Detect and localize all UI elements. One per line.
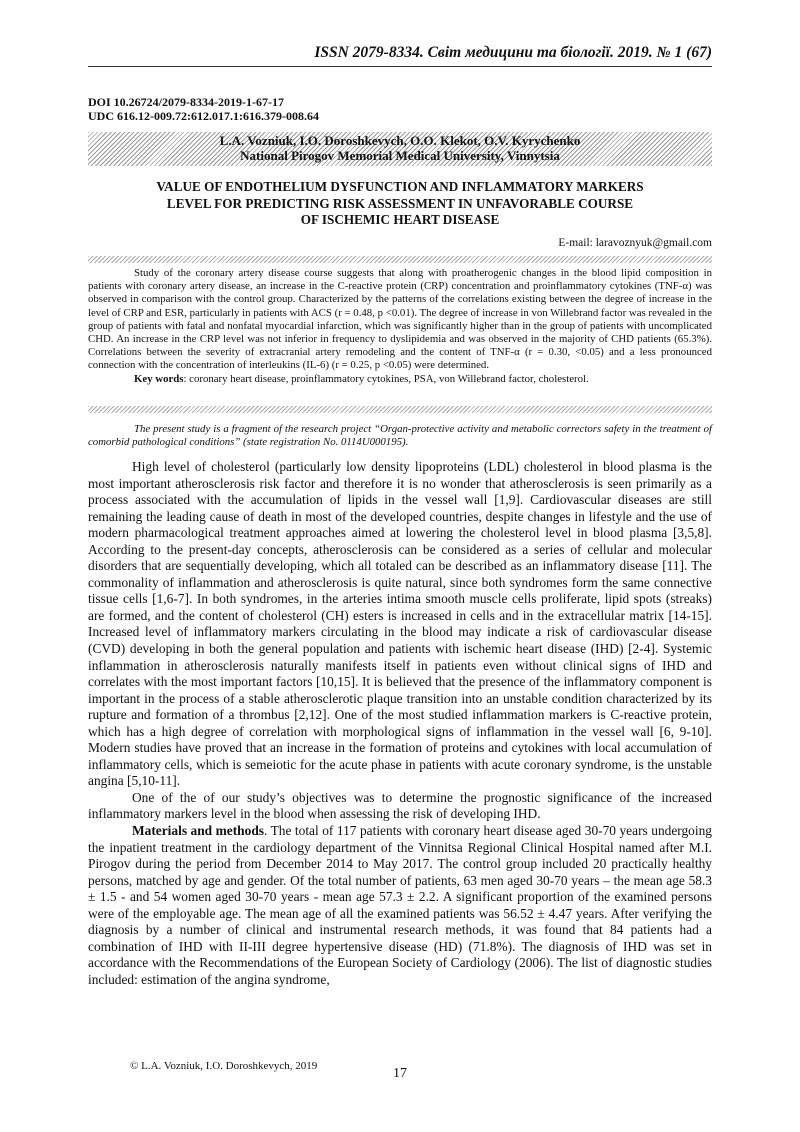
running-header: ISSN 2079-8334. Світ медицини та біології. 2019. № 1 (67) xyxy=(314,44,712,61)
udc: UDC 616.12-009.72:612.017.1:616.379-008.64 xyxy=(88,109,319,123)
abstract-bottom-divider xyxy=(88,406,712,413)
identifiers xyxy=(88,95,319,123)
abstract-top-divider xyxy=(88,256,712,263)
affiliation: National Pirogov Memorial Medical University, Vinnytsia xyxy=(240,148,560,163)
body-paragraph-3 xyxy=(88,823,712,988)
copyright-notice: © L.A. Vozniuk, I.O. Doroshkevych, 2019 xyxy=(130,1060,318,1072)
keywords-label: Key words xyxy=(134,372,184,385)
author-block xyxy=(88,133,712,163)
body-paragraph-2: One of the of our study’s objectives was to determine the prognostic significance of the increased inflammatory markers level in the blood when assessing the risk of developing IHD. xyxy=(88,789,712,822)
keywords xyxy=(88,373,712,386)
doi[interactable]: DOI 10.26724/2079-8334-2019-1-67-17 xyxy=(88,95,284,109)
keywords-list: : coronary heart disease, proinflammatory cytokines, PSA, von Willebrand factor, cholesterol. xyxy=(183,372,589,385)
author-names: L.A. Vozniuk, I.O. Doroshkevych, O.O. Klekot, O.V. Kyrychenko xyxy=(219,133,581,148)
section-heading-methods: Materials and methods xyxy=(132,823,264,839)
abstract xyxy=(88,267,712,386)
title-line-2: LEVEL FOR PREDICTING RISK ASSESSMENT IN UNFAVORABLE COURSE xyxy=(166,195,634,211)
author-email[interactable]: E-mail: laravoznyuk@gmail.com xyxy=(558,237,712,249)
title-line-1: VALUE OF ENDOTHELIUM DYSFUNCTION AND INFLAMMATORY MARKERS xyxy=(156,179,644,194)
article-title xyxy=(100,179,700,229)
page-number: 17 xyxy=(393,1066,407,1081)
title-line-3: OF ISCHEMIC HEART DISEASE xyxy=(300,212,500,227)
methods-text: . The total of 117 patients with coronary heart disease aged 30-70 years undergoing the inpatient treatment in the cardiology department of the Vinnitsa Regional Clinical Hospital named after M.I. Pirogov during the period from December 2014 to May 2017. The control group included 20 practically healthy persons, matched by age and gender. Of the total number of patients, 63 men aged 30-70 years – the mean age 58.3 ± 1.5 - and 54 women aged 30-70 years - mean age 57.3 ± 2.2. A significant proportion of the examined persons were of the employable age. The mean age of all the examined patients was 56.52 ± 4.47 years. After verifying the diagnosis by a number of clinical and instrumental research methods, it was found that 84 patients had a combination of IHD with II-III degree hypertensive disease (HD) (71.8%). The diagnosis of IHD was set in accordance with the Recommendations of the European Society of Cardiology (2006). The list of diagnostic studies included: estimation of the angina syndrome, xyxy=(88,823,712,987)
header-rule xyxy=(88,66,712,67)
article-body xyxy=(88,459,712,989)
project-note: The present study is a fragment of the research project “Organ-protective activity and metabolic correctors safety in the treatment of comorbid pathological conditions” (state registration No. 0114U000195). xyxy=(88,423,712,449)
abstract-text: Study of the coronary artery disease course suggests that along with proatherogenic changes in the blood lipid composition in patients with coronary artery disease, an increase in the C-reactive protein (CRP) concentration and proinflammatory cytokines (TNF-α) was observed in comparison with the control group. Characterized by the patterns of the correlations existing between the degree of increase in the level of CRP and ESR, particularly in patients with ACS (r = 0.48, p <0.01). The degree of increase in von Willebrand factor was revealed in the group of patients with fatal and nonfatal myocardial infarction, which was significantly higher than in the group of patients with uncomplicated CHD. An increase in the CRP level was not inferior in frequency to dyslipidemia and was observed in the majority of CHD patients (65.3%). Correlations between the severity of extracranial artery remodeling and the content of TNF-α (r = 0.30, <0.05) and a less pronounced connection with the concentration of interleukins (IL-6) (r = 0.25, p <0.05) were determined. xyxy=(88,267,712,372)
body-paragraph-1: High level of cholesterol (particularly low density lipoproteins (LDL) cholesterol in blood plasma is the most important atherosclerosis risk factor and therefore it is no wonder that atherosclerosis is seen primarily as a process associated with the accumulation of lipids in the vessel wall [1,9]. Cardiovascular diseases are still remaining the leading cause of death in most of the developed countries, despite changes in lifestyle and the use of modern pharmacological treatment approaches aimed at lowering the cholesterol level in blood plasma [3,5,8]. According to the present-day concepts, atherosclerosis can be considered as a series of cellular and molecular disorders that are sequentially developing, which all totaled can be described as an inflammatory disease [11]. The commonality of inflammation and atherosclerosis is quite natural, since both syndromes form the same connective tissue cells [1,6-7]. In both syndromes, in the arteries intima smooth muscle cells proliferate, lipid spots (streaks) are formed, and the content of cholesterol (CH) esters is increased in cells and in the extracellular matrix [14-15]. Increased level of inflammatory markers circulating in the blood may indicate a risk of cardiovascular disease (CVD) developing in both the general population and patients with ischemic heart disease (IHD) [2-4]. Systemic inflammation in atherosclerosis naturally manifests itself in patients even without clinical signs of IHD and correlates with the most important factors [10,15]. It is believed that the presence of the inflammatory component is important in the process of a stable atherosclerotic plaque transition into an unstable condition characterized by its rupture and formation of a thrombus [2,12]. One of the most studied inflammation markers is C-reactive protein, which has a high degree of correlation with morphological signs of inflammation in the vessel wall [6, 9-10]. Modern studies have proved that an increase in the formation of proteins and cytokines with local accumulation of inflammatory cells, which is semeiotic for the acute phase in patients with acute coronary syndrome, is the unstable angina [5,10-11]. xyxy=(88,459,712,789)
